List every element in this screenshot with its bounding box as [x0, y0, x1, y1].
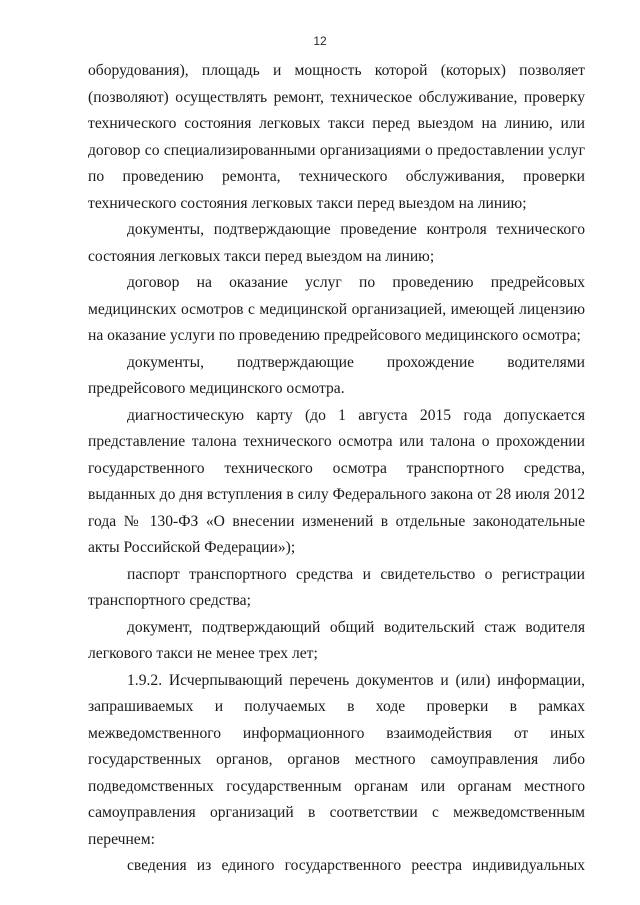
paragraph-medical-documents: документы, подтверждающие прохождение водителями предрейсового медицинского осмотра.	[88, 353, 585, 397]
paragraph-medical-contract: договор на оказание услуг по проведению предрейсовых медицинских осмотров с медицинской организацией, имеющей лицензию на оказание услуги по проведению предрейсового медицинского осмотра;	[88, 274, 585, 344]
paragraph-diagnostic-card: диагностическую карту (до 1 августа 2015 года допускается представление талона технического осмотра или талона о прохождении государственного технического осмотра транспортного средства, выданных до дня вступления в силу Федерального закона от 28 июля 2012 года № 130-ФЗ «О внесении изменений в отдельные законодательные акты Российской Федерации»);	[88, 406, 585, 556]
paragraph-registry-info: сведения из единого государственного реестра индивидуальных	[127, 857, 585, 874]
page-number: 12	[313, 34, 327, 48]
paragraph-section-1-9-2: 1.9.2. Исчерпывающий перечень документов и (или) информации, запрашиваемых и получаемых в ходе проверки в рамках межведомственного информационного взаимодействия от иных государственных органов, органов местного самоуправления либо подведомственных государственным органам или органам местного самоуправления организаций в соответствии с межведомственным перечнем:	[88, 671, 585, 848]
paragraph-equipment: оборудования), площадь и мощность которой (которых) позволяет (позволяют) осуществлять ремонт, техническое обслуживание, проверку технического состояния легковых такси перед выездом на линию, или договор со специализированными организациями о предоставлении услуг по проведению ремонта, технического обслуживания, проверки технического состояния легковых такси перед выездом на линию;	[88, 62, 585, 212]
paragraph-vehicle-passport: паспорт транспортного средства и свидетельство о регистрации транспортного средства;	[88, 565, 585, 609]
paragraph-driver-experience: документ, подтверждающий общий водительский стаж водителя легкового такси не менее трех лет;	[88, 618, 585, 662]
document-body	[88, 58, 585, 880]
paragraph-technical-control-documents: документы, подтверждающие проведение контроля технического состояния легковых такси перед выездом на линию;	[88, 221, 585, 265]
